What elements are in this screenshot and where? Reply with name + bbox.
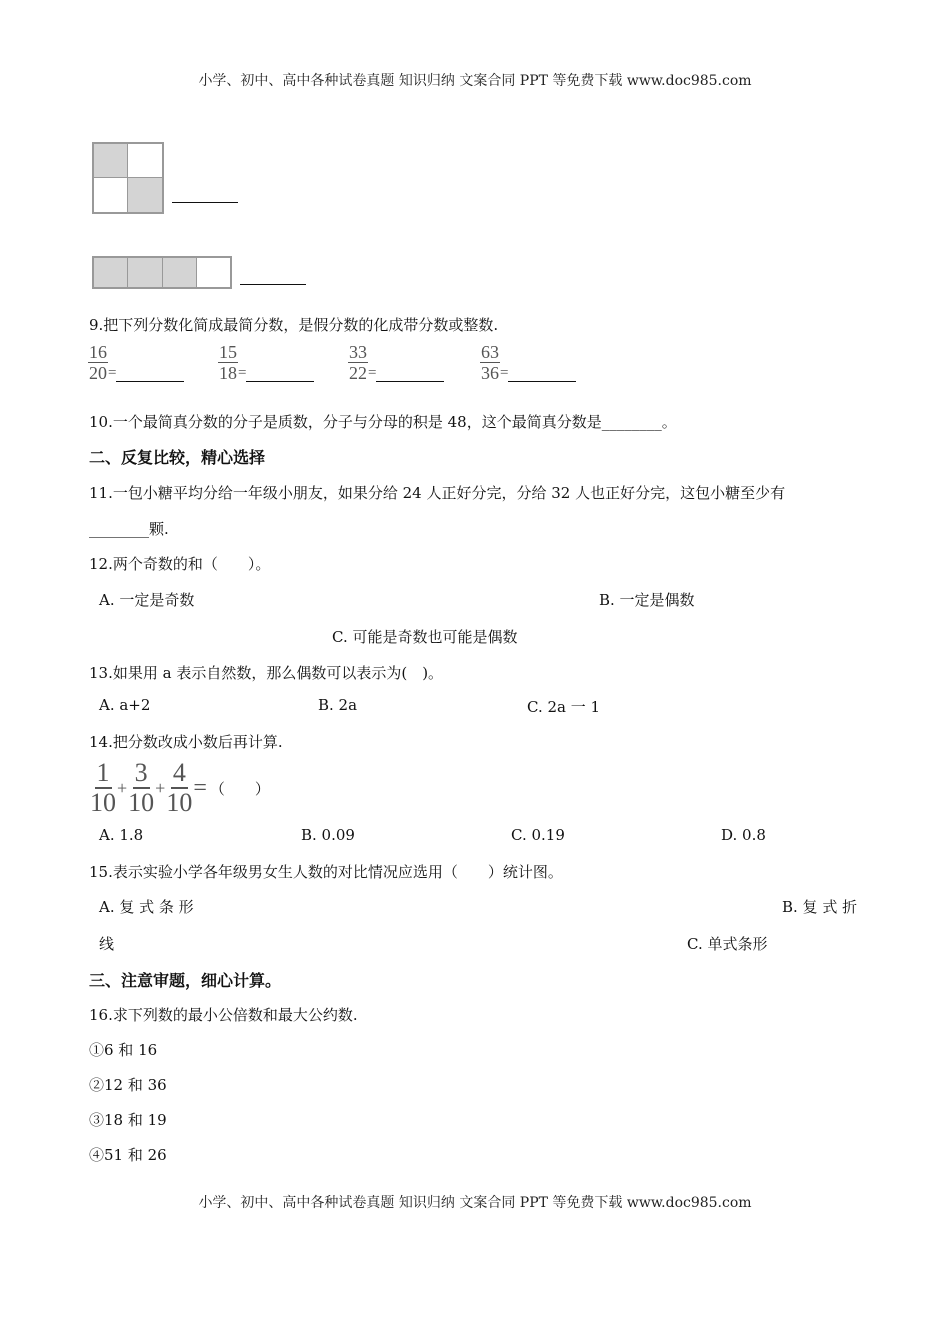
equals-sign: = bbox=[368, 365, 377, 381]
fraction-denominator: 20 bbox=[89, 363, 107, 383]
equals-sign: = bbox=[500, 365, 509, 381]
page-header: 小学、初中、高中各种试卷真题 知识归纳 文案合同 PPT 等免费下载 www.doc985.com bbox=[198, 73, 752, 89]
strip-cell bbox=[197, 258, 230, 287]
q9-item-1 bbox=[88, 343, 184, 382]
question-16: 16.求下列数的最小公倍数和最大公约数. bbox=[89, 1006, 358, 1024]
q16-item-4: ④51 和 26 bbox=[89, 1146, 167, 1164]
strip-cell-shaded bbox=[163, 258, 197, 287]
equals-sign: = bbox=[238, 365, 247, 381]
fraction-denominator: 36 bbox=[481, 363, 499, 383]
q9-item-4 bbox=[480, 343, 576, 382]
q9-item-3 bbox=[348, 343, 444, 382]
question-13: 13.如果用 a 表示自然数，那么偶数可以表示为( )。 bbox=[89, 664, 444, 682]
equals-sign: = bbox=[193, 774, 207, 801]
grid-cell bbox=[128, 144, 162, 178]
question-9: 9.把下列分数化简成最简分数，是假分数的化成带分数或整数. bbox=[89, 316, 499, 334]
answer-parentheses[interactable]: （ ） bbox=[209, 779, 270, 798]
q16-item-1: ①6 和 16 bbox=[89, 1041, 158, 1059]
q14-option-b[interactable]: B. 0.09 bbox=[301, 826, 355, 844]
fraction-denominator: 22 bbox=[349, 363, 367, 383]
strip-figure-1x4 bbox=[92, 256, 232, 289]
answer-blank[interactable] bbox=[116, 367, 184, 382]
q12-option-b[interactable]: B. 一定是偶数 bbox=[599, 591, 695, 609]
q14-expression bbox=[90, 760, 270, 816]
grid-cell-shaded bbox=[128, 178, 162, 212]
fraction-denominator: 10 bbox=[166, 788, 193, 817]
strip-cell-shaded bbox=[128, 258, 162, 287]
q15-option-b[interactable]: B. 复 式 折 bbox=[782, 898, 858, 916]
q13-option-b[interactable]: B. 2a bbox=[318, 696, 358, 714]
answer-blank[interactable] bbox=[240, 270, 306, 285]
q14-option-a[interactable]: A. 1.8 bbox=[99, 826, 144, 844]
question-10: 10.一个最简真分数的分子是质数，分子与分母的积是 48，这个最简真分数是________。 bbox=[89, 413, 677, 431]
section-heading-3: 三、注意审题，细心计算。 bbox=[89, 971, 282, 990]
q12-option-a[interactable]: A. 一定是奇数 bbox=[99, 591, 195, 609]
q9-item-2 bbox=[218, 343, 314, 382]
fraction-numerator: 3 bbox=[134, 758, 148, 787]
fraction-numerator: 15 bbox=[219, 342, 237, 362]
grid-cell-shaded bbox=[94, 144, 128, 178]
q15-option-b-continued: 线 bbox=[99, 935, 115, 953]
page-footer: 小学、初中、高中各种试卷真题 知识归纳 文案合同 PPT 等免费下载 www.doc985.com bbox=[198, 1195, 752, 1211]
q14-option-d[interactable]: D. 0.8 bbox=[721, 826, 766, 844]
plus-sign: + bbox=[155, 777, 166, 798]
fraction-numerator: 4 bbox=[172, 758, 186, 787]
q12-option-c[interactable]: C. 可能是奇数也可能是偶数 bbox=[332, 628, 518, 646]
answer-blank[interactable] bbox=[376, 367, 444, 382]
grid-figure-2x2 bbox=[92, 142, 164, 214]
fraction-numerator: 63 bbox=[481, 342, 499, 362]
fraction-numerator: 33 bbox=[349, 342, 367, 362]
equals-sign: = bbox=[108, 365, 117, 381]
q16-item-2: ②12 和 36 bbox=[89, 1076, 167, 1094]
strip-cell-shaded bbox=[94, 258, 128, 287]
section-heading-2: 二、反复比较，精心选择 bbox=[89, 448, 266, 467]
answer-blank[interactable] bbox=[172, 188, 238, 203]
plus-sign: + bbox=[117, 777, 128, 798]
fraction-denominator: 10 bbox=[128, 788, 155, 817]
fraction-numerator: 1 bbox=[96, 758, 110, 787]
q16-item-3: ③18 和 19 bbox=[89, 1111, 167, 1129]
answer-blank[interactable] bbox=[246, 367, 314, 382]
q14-option-c[interactable]: C. 0.19 bbox=[511, 826, 565, 844]
question-11-line-2: ________颗. bbox=[89, 520, 169, 538]
question-15: 15.表示实验小学各年级男女生人数的对比情况应选用（ ）统计图。 bbox=[89, 863, 563, 881]
fraction-denominator: 18 bbox=[219, 363, 237, 383]
question-11-line-1: 11.一包小糖平均分给一年级小朋友，如果分给 24 人正好分完，分给 32 人也正好分完，这包小糖至少有 bbox=[89, 484, 786, 502]
q15-option-a[interactable]: A. 复 式 条 形 bbox=[99, 898, 194, 916]
answer-blank[interactable] bbox=[508, 367, 576, 382]
q13-option-c[interactable]: C. 2a 一 1 bbox=[527, 698, 601, 716]
q15-option-c[interactable]: C. 单式条形 bbox=[687, 935, 768, 953]
question-14: 14.把分数改成小数后再计算. bbox=[89, 733, 283, 751]
question-12: 12.两个奇数的和（ ）。 bbox=[89, 555, 271, 573]
grid-cell bbox=[94, 178, 128, 212]
fraction-denominator: 10 bbox=[90, 788, 116, 817]
fraction-numerator: 16 bbox=[89, 342, 107, 362]
q13-option-a[interactable]: A. a+2 bbox=[99, 696, 151, 714]
